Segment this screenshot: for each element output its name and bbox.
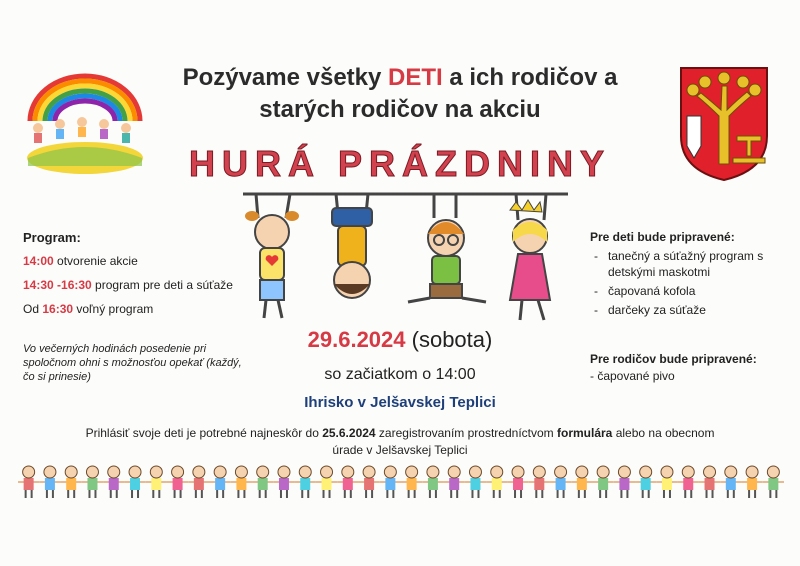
- border-child: [316, 466, 337, 498]
- headline-text-2: a ich rodičov a: [442, 64, 618, 91]
- border-child: [529, 466, 550, 498]
- event-date: [230, 327, 570, 353]
- program-section: [23, 230, 253, 326]
- border-child: [401, 466, 422, 498]
- list-item: - čapované pivo: [590, 369, 675, 383]
- event-date-value: 29.6.2024: [307, 327, 406, 352]
- program-heading: Program:: [23, 230, 81, 245]
- list-item: - tanečný a súťažný program s detskými maskotmi: [590, 248, 790, 280]
- border-child: [82, 466, 103, 498]
- program-item: Od 16:30 voľný program: [23, 302, 154, 316]
- border-child: [188, 466, 209, 498]
- border-child: [146, 466, 167, 498]
- parents-heading: Pre rodičov bude pripravené:: [590, 352, 757, 366]
- event-place: Ihrisko v Jelšavskej Teplici: [304, 394, 496, 411]
- headline-line-2: starých rodičov na akciu: [259, 96, 541, 123]
- border-child: [231, 466, 252, 498]
- border-child: [741, 466, 762, 498]
- list-item: - čapovaná kofola: [590, 283, 790, 299]
- border-child: [656, 466, 677, 498]
- border-child: [486, 466, 507, 498]
- form-link-text: formulára: [557, 426, 613, 440]
- program-item: 14:00 otvorenie akcie: [23, 254, 138, 268]
- border-child: [103, 466, 124, 498]
- program-time: 16:30: [42, 302, 74, 316]
- kids-section: [590, 230, 790, 321]
- border-child: [444, 466, 465, 498]
- border-child: [252, 466, 273, 498]
- border-child: [18, 466, 39, 498]
- border-child: [571, 466, 592, 498]
- parents-section: [590, 352, 790, 383]
- border-child: [614, 466, 635, 498]
- border-child: [550, 466, 571, 498]
- kids-heading: Pre deti bude pripravené:: [590, 230, 735, 244]
- border-child: [422, 466, 443, 498]
- evening-note: Vo večerných hodinách posedenie pri spoločnom ohni s možnosťou opekať (každý, čo si prinesie): [23, 343, 242, 383]
- border-child: [699, 466, 720, 498]
- border-child: [167, 466, 188, 498]
- program-item: 14:30 -16:30 program pre deti a súťaže: [23, 278, 233, 292]
- border-child: [295, 466, 316, 498]
- registration-note: Prihlásiť svoje deti je potrebné najneskôr do 25.6.2024 zaregistrovaním prostredníctvom formulára alebo na obecnom úrade v Jelšavskej Teplici: [85, 426, 715, 457]
- border-child: [763, 466, 784, 498]
- program-time: 14:30 -16:30: [23, 278, 92, 292]
- border-child: [39, 466, 60, 498]
- headline-text-1: Pozývame všetky: [182, 64, 389, 91]
- border-child: [635, 466, 656, 498]
- border-child: [358, 466, 379, 498]
- hanging-children-illustration: [228, 180, 578, 330]
- border-child: [61, 466, 82, 498]
- border-child: [337, 466, 358, 498]
- border-child: [720, 466, 741, 498]
- registration-deadline: 25.6.2024: [322, 426, 376, 440]
- headline-highlight: DETI: [388, 64, 443, 91]
- border-child: [678, 466, 699, 498]
- list-item: - darčeky za súťaže: [590, 302, 790, 318]
- rainbow-children-illustration: [20, 66, 150, 176]
- program-time: 14:00: [23, 254, 54, 268]
- coat-of-arms-icon: [679, 66, 769, 182]
- children-border-illustration: [18, 464, 784, 500]
- event-day: (sobota): [405, 327, 493, 352]
- border-child: [273, 466, 294, 498]
- event-title: HURÁ PRÁZDNINY: [189, 143, 611, 184]
- border-child: [210, 466, 231, 498]
- border-child: [593, 466, 614, 498]
- border-child: [380, 466, 401, 498]
- border-child: [124, 466, 145, 498]
- start-time: so začiatkom o 14:00: [324, 366, 476, 383]
- border-child: [465, 466, 486, 498]
- invitation-headline: [140, 62, 660, 126]
- border-child: [507, 466, 528, 498]
